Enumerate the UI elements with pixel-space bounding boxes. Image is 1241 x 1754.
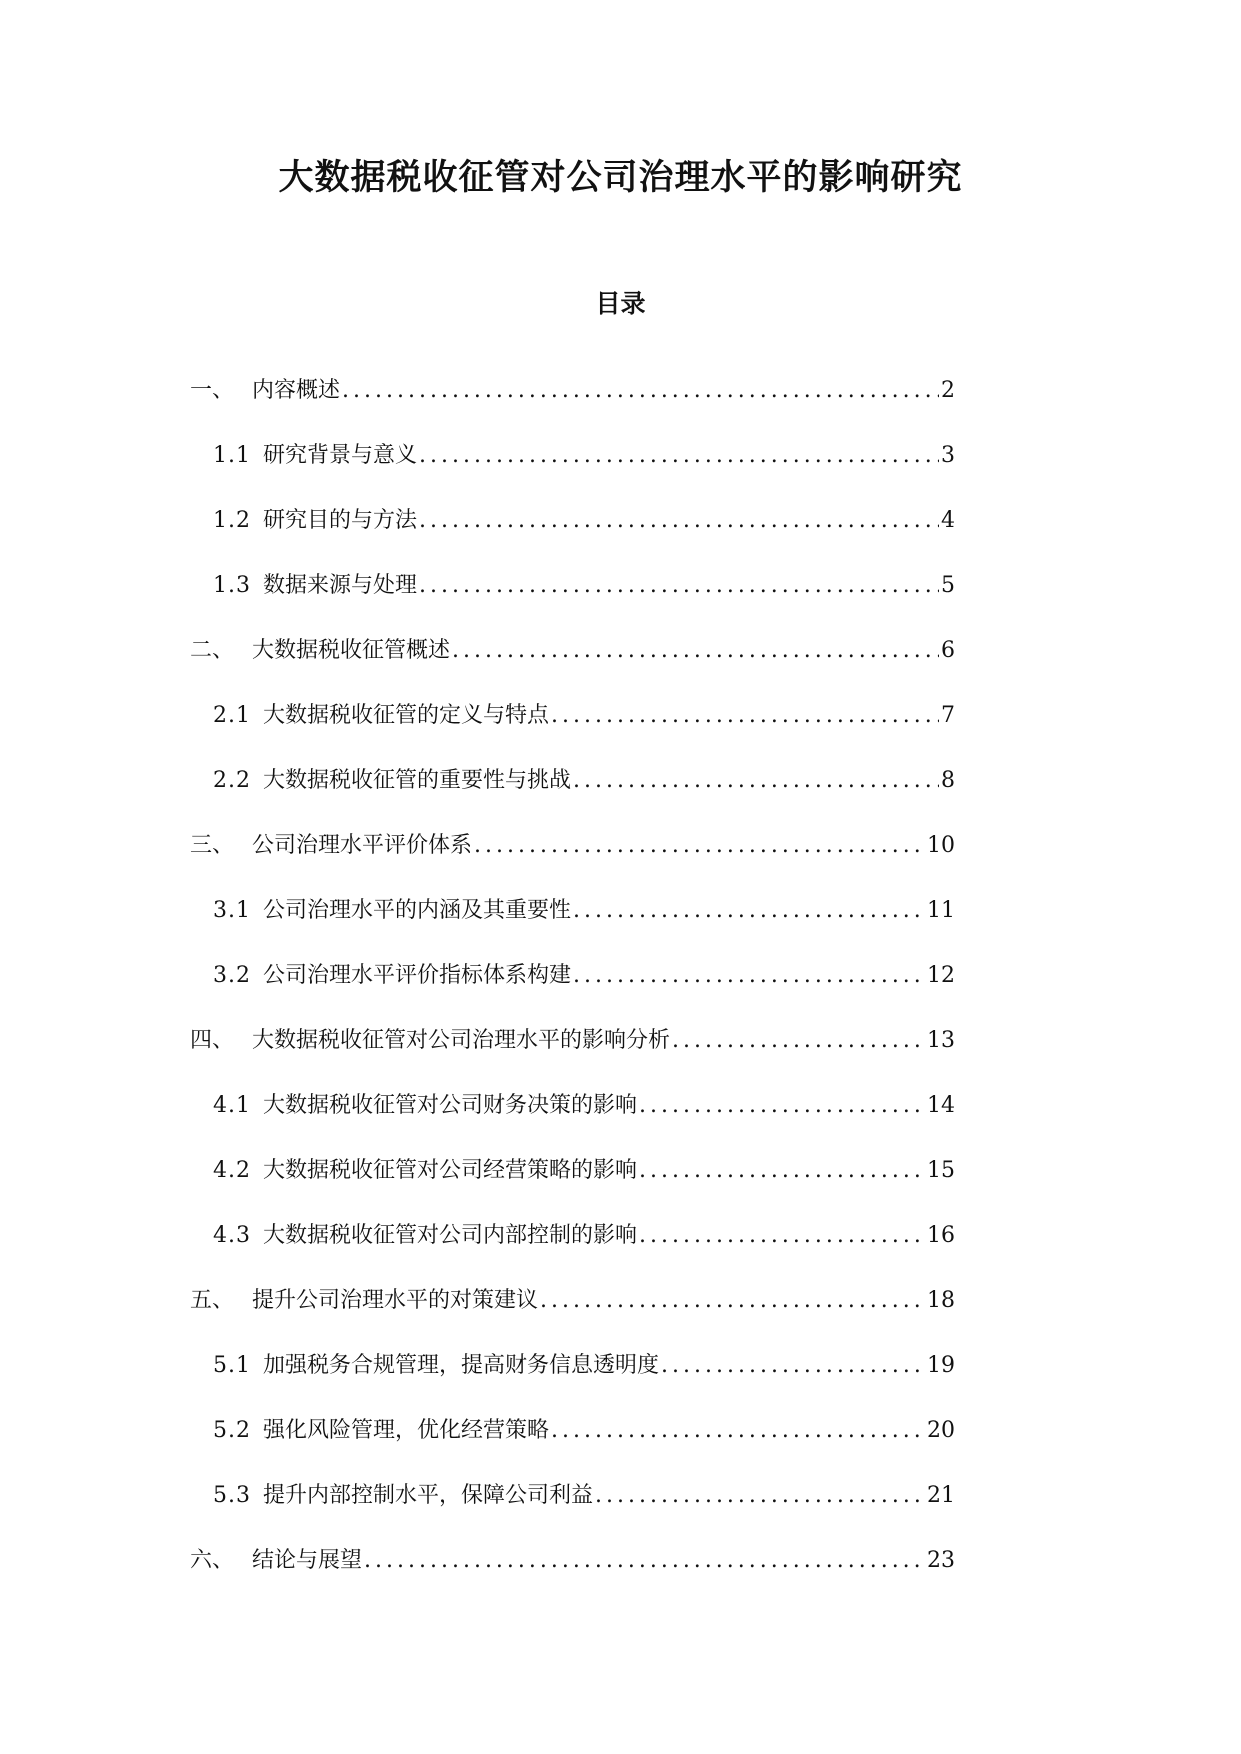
- toc-dot-leader: [450, 636, 939, 666]
- toc-dot-leader: [571, 961, 925, 991]
- toc-section-entry[interactable]: [0, 441, 955, 506]
- toc-chapter-entry[interactable]: [0, 831, 955, 896]
- toc-entry-title: 加强税务合规管理，提高财务信息透明度: [263, 1353, 660, 1378]
- toc-entry-title: 研究背景与意义: [263, 443, 418, 468]
- toc-section-entry[interactable]: [0, 1351, 955, 1416]
- toc-dot-leader: [472, 831, 925, 861]
- toc-dot-leader: [637, 1156, 925, 1186]
- toc-page-number: 6: [941, 638, 955, 663]
- toc-page-number: 5: [941, 573, 955, 598]
- toc-entry-title: 数据来源与处理: [263, 573, 418, 598]
- toc-dot-leader: [417, 506, 939, 536]
- toc-entry-number: 五、: [190, 1288, 235, 1313]
- toc-entry-number: 4.2: [213, 1158, 251, 1183]
- toc-page-number: 18: [927, 1288, 955, 1313]
- toc-dot-leader: [549, 701, 939, 731]
- toc-dot-leader: [637, 1091, 925, 1121]
- toc-entry-number: 5.1: [213, 1353, 251, 1378]
- toc-dot-leader: [417, 441, 939, 471]
- toc-section-entry[interactable]: [0, 1156, 955, 1221]
- toc-section-entry[interactable]: [0, 766, 955, 831]
- toc-page-number: 19: [927, 1353, 955, 1378]
- toc-page-number: 10: [927, 833, 955, 858]
- toc-entry-title: 公司治理水平的内涵及其重要性: [263, 898, 572, 923]
- toc-page-number: 15: [927, 1158, 955, 1183]
- toc-section-entry[interactable]: [0, 701, 955, 766]
- toc-dot-leader: [571, 766, 939, 796]
- toc-entry-number: 四、: [190, 1028, 235, 1053]
- toc-section-entry[interactable]: [0, 571, 955, 636]
- toc-entry-number: 4.3: [213, 1223, 251, 1248]
- toc-page-number: 11: [927, 898, 955, 923]
- toc-dot-leader: [670, 1026, 925, 1056]
- toc-section-entry[interactable]: [0, 506, 955, 571]
- toc-entry-title: 结论与展望: [252, 1548, 363, 1573]
- toc-page-number: 8: [941, 768, 955, 793]
- toc-section-entry[interactable]: [0, 961, 955, 1026]
- toc-entry-title: 大数据税收征管对公司财务决策的影响: [263, 1093, 638, 1118]
- toc-dot-leader: [417, 571, 939, 601]
- toc-entry-number: 二、: [190, 638, 235, 663]
- toc-dot-leader: [571, 896, 925, 926]
- toc-chapter-entry[interactable]: [0, 1026, 955, 1091]
- toc-entry-number: 4.1: [213, 1093, 251, 1118]
- toc-entry-title: 研究目的与方法: [263, 508, 418, 533]
- toc-page-number: 2: [941, 378, 955, 403]
- toc-entry-title: 公司治理水平评价指标体系构建: [263, 963, 572, 988]
- toc-page-number: 3: [941, 443, 955, 468]
- toc-entry-title: 强化风险管理，优化经营策略: [263, 1418, 550, 1443]
- toc-entry-number: 5.3: [213, 1483, 251, 1508]
- toc-dot-leader: [659, 1351, 925, 1381]
- document-title: 大数据税收征管对公司治理水平的影响研究: [278, 157, 963, 198]
- toc-entry-title: 提升公司治理水平的对策建议: [252, 1288, 539, 1313]
- toc-entry-title: 大数据税收征管的定义与特点: [263, 703, 550, 728]
- toc-entry-number: 2.1: [213, 703, 251, 728]
- table-of-contents: [0, 376, 1241, 1611]
- toc-entry-number: 3.2: [213, 963, 251, 988]
- toc-dot-leader: [362, 1546, 925, 1576]
- toc-dot-leader: [637, 1221, 925, 1251]
- toc-page-number: 21: [927, 1483, 955, 1508]
- toc-page-number: 20: [927, 1418, 955, 1443]
- toc-entry-number: 三、: [190, 833, 235, 858]
- toc-chapter-entry[interactable]: [0, 376, 955, 441]
- toc-dot-leader: [538, 1286, 925, 1316]
- toc-entry-title: 大数据税收征管的重要性与挑战: [263, 768, 572, 793]
- toc-entry-title: 大数据税收征管概述: [252, 638, 451, 663]
- toc-dot-leader: [340, 376, 939, 406]
- toc-page-number: 4: [941, 508, 955, 533]
- toc-chapter-entry[interactable]: [0, 1546, 955, 1611]
- toc-entry-number: 一、: [190, 378, 235, 403]
- toc-page-number: 13: [927, 1028, 955, 1053]
- toc-entry-title: 大数据税收征管对公司内部控制的影响: [263, 1223, 638, 1248]
- toc-section-entry[interactable]: [0, 1416, 955, 1481]
- toc-section-entry[interactable]: [0, 1481, 955, 1546]
- toc-entry-number: 1.3: [213, 573, 251, 598]
- toc-entry-number: 1.2: [213, 508, 251, 533]
- toc-chapter-entry[interactable]: [0, 1286, 955, 1351]
- toc-page-number: 12: [927, 963, 955, 988]
- toc-chapter-entry[interactable]: [0, 636, 955, 701]
- toc-entry-number: 3.1: [213, 898, 251, 923]
- toc-entry-title: 内容概述: [252, 378, 341, 403]
- toc-section-entry[interactable]: [0, 896, 955, 961]
- toc-section-entry[interactable]: [0, 1091, 955, 1156]
- toc-dot-leader: [593, 1481, 925, 1511]
- toc-page-number: 23: [927, 1548, 955, 1573]
- toc-entry-number: 5.2: [213, 1418, 251, 1443]
- toc-entry-number: 1.1: [213, 443, 251, 468]
- toc-entry-title: 提升内部控制水平，保障公司利益: [263, 1483, 594, 1508]
- toc-entry-number: 2.2: [213, 768, 251, 793]
- toc-section-entry[interactable]: [0, 1221, 955, 1286]
- toc-page-number: 7: [941, 703, 955, 728]
- toc-entry-title: 大数据税收征管对公司经营策略的影响: [263, 1158, 638, 1183]
- toc-entry-title: 大数据税收征管对公司治理水平的影响分析: [252, 1028, 671, 1053]
- toc-entry-number: 六、: [190, 1548, 235, 1573]
- toc-entry-title: 公司治理水平评价体系: [252, 833, 473, 858]
- toc-page-number: 14: [927, 1093, 955, 1118]
- toc-dot-leader: [549, 1416, 925, 1446]
- toc-heading: 目录: [595, 289, 646, 318]
- toc-page-number: 16: [927, 1223, 955, 1248]
